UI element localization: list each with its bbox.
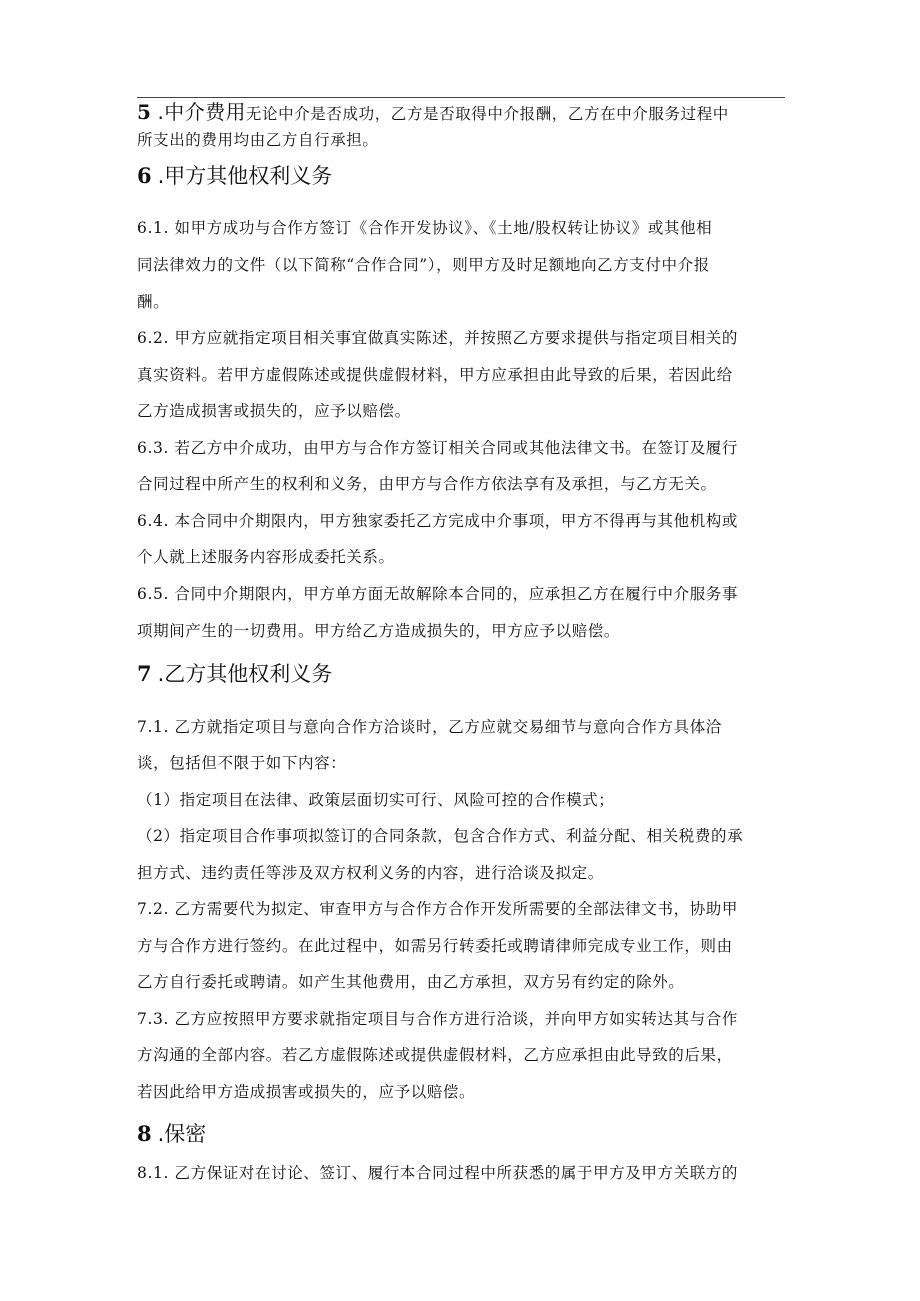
section5-line-1 bbox=[137, 101, 729, 125]
section8-line: 8.1. 乙方保证对在讨论、签订、履行本合同过程中所获悉的属于甲方及甲方关联方的 bbox=[137, 1164, 739, 1182]
section6-line: 6.2. 甲方应就指定项目相关事宜做真实陈述，并按照乙方要求提供与指定项目相关的 bbox=[137, 329, 739, 347]
section5-number: 5 bbox=[137, 100, 152, 124]
section5-title: .中介费用 bbox=[157, 100, 246, 124]
section6-heading bbox=[137, 162, 332, 190]
section7-line: 乙方自行委托或聘请。如产生其他费用，由乙方承担，双方另有约定的除外。 bbox=[137, 973, 685, 991]
section5-text: 无论中介是否成功，乙方是否取得中介报酬，乙方在中介服务过程中 bbox=[245, 105, 729, 123]
section7-line: 若因此给甲方造成损害或损失的，应予以赔偿。 bbox=[137, 1083, 476, 1101]
top-divider bbox=[137, 97, 785, 98]
section6-line: 合同过程中所产生的权利和义务，由甲方与合作方依法享有及承担，与乙方无关。 bbox=[137, 475, 717, 493]
section6-line: 酬。 bbox=[137, 293, 170, 311]
section6-line: 6.4. 本合同中介期限内，甲方独家委托乙方完成中介事项，甲方不得再与其他机构或 bbox=[137, 512, 739, 530]
section7-line: 谈，包括但不限于如下内容： bbox=[137, 754, 347, 772]
section7-line: （1）指定项目在法律、政策层面切实可行、风险可控的合作模式； bbox=[137, 791, 615, 809]
section6-line: 真实资料。若甲方虚假陈述或提供虚假材料，甲方应承担由此导致的后果，若因此给 bbox=[137, 366, 733, 384]
section7-line: （2）指定项目合作事项拟签订的合同条款，包含合作方式、利益分配、相关税费的承 bbox=[137, 827, 744, 845]
section7-number: 7 bbox=[137, 661, 152, 686]
section7-line: 7.3. 乙方应按照甲方要求就指定项目与合作方进行洽谈，并向甲方如实转达其与合作 bbox=[137, 1010, 739, 1028]
section6-number: 6 bbox=[137, 163, 152, 188]
section6-line: 同法律效力的文件（以下简称“合作合同”），则甲方及时足额地向乙方支付中介报 bbox=[137, 256, 710, 274]
section6-line: 6.1. 如甲方成功与合作方签订《合作开发协议》、《土地/股权转让协议》或其他相 bbox=[137, 219, 713, 237]
section7-line: 7.2. 乙方需要代为拟定、审查甲方与合作方合作开发所需要的全部法律文书，协助甲 bbox=[137, 900, 739, 918]
section7-line: 方与合作方进行签约。在此过程中，如需另行转委托或聘请律师完成专业工作，则由 bbox=[137, 937, 733, 955]
section6-line: 项期间产生的一切费用。甲方给乙方造成损失的，甲方应予以赔偿。 bbox=[137, 622, 621, 640]
section7-line: 担方式、违约责任等涉及双方权利义务的内容，进行洽谈及拟定。 bbox=[137, 864, 604, 882]
section7-line: 7.1. 乙方就指定项目与意向合作方洽谈时，乙方应就交易细节与意向合作方具体洽 bbox=[137, 718, 722, 736]
section5-line-2: 所支出的费用均由乙方自行承担。 bbox=[137, 131, 379, 149]
section6-line: 乙方造成损害或损失的，应予以赔偿。 bbox=[137, 402, 411, 420]
section7-line: 方沟通的全部内容。若乙方虚假陈述或提供虚假材料，乙方应承担由此导致的后果， bbox=[137, 1046, 733, 1064]
section6-line: 6.5. 合同中介期限内，甲方单方面无故解除本合同的，应承担乙方在履行中介服务事 bbox=[137, 585, 739, 603]
section6-line: 个人就上述服务内容形成委托关系。 bbox=[137, 548, 395, 566]
section6-line: 6.3. 若乙方中介成功，由甲方与合作方签订相关合同或其他法律文书。在签订及履行 bbox=[137, 439, 739, 457]
section8-title: .保密 bbox=[157, 1122, 207, 1146]
section8-number: 8 bbox=[137, 1121, 152, 1146]
section7-title: .乙方其他权利义务 bbox=[157, 662, 333, 686]
section8-heading bbox=[137, 1120, 206, 1148]
section6-title: .甲方其他权利义务 bbox=[157, 164, 333, 188]
section7-heading bbox=[137, 660, 332, 688]
